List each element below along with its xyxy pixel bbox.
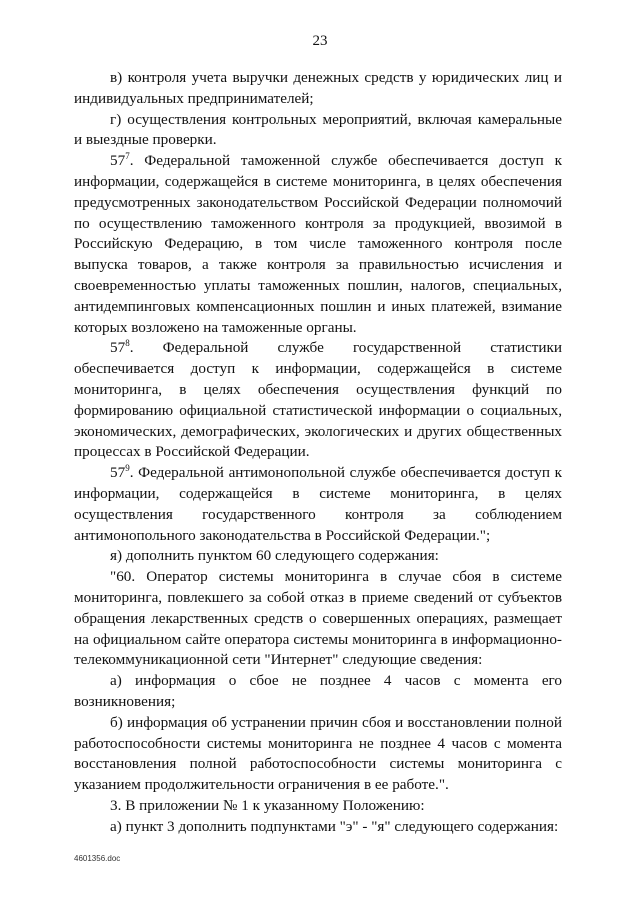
paragraph-text: я) дополнить пунктом 60 следующего содержания: bbox=[110, 547, 439, 565]
paragraph-text: а) информация о сбое не позднее 4 часов с момента его возникновения; bbox=[74, 672, 562, 710]
paragraph-text: 3. В приложении № 1 к указанному Положению: bbox=[110, 796, 425, 814]
paragraph-g bbox=[74, 110, 562, 152]
paragraph-number-sup: 8 bbox=[125, 338, 130, 349]
paragraph-60-b bbox=[74, 713, 562, 796]
document-body bbox=[74, 68, 562, 837]
page-number: 23 bbox=[312, 33, 328, 49]
paragraph-3 bbox=[74, 796, 562, 817]
paragraph-v bbox=[74, 68, 562, 110]
paragraph-text: . Федеральной антимонопольной службе обеспечивается доступ к информации, содержащейся в системе мониторинга, в целях осуществления государственного контроля за соблюдением антимонопольного законодательства в Российской Федерации."; bbox=[74, 464, 562, 544]
paragraph-number: 57 bbox=[110, 152, 126, 170]
paragraph-number-sup: 9 bbox=[125, 463, 130, 474]
paragraph-number: 57 bbox=[110, 464, 126, 482]
paragraph-number-sup: 7 bbox=[125, 151, 130, 162]
paragraph-ya bbox=[74, 546, 562, 567]
paragraph-3-a bbox=[74, 817, 562, 838]
paragraph-text: . Федеральной таможенной службе обеспечивается доступ к информации, содержащейся в системе мониторинга, в целях обеспечения предусмотренных законодательством Российской Федерации полномочий по осуществлению таможенного контроля за продукцией, ввозимой в Российскую Федерацию, в том числе таможенного контроля после выпуска товаров, а также контроля за правильностью исчисления и своевременностью уплаты таможенных пошлин, налогов, специальных, антидемпинговых компенсационных пошлин и иных платежей, взимание которых возложено на таможенные органы. bbox=[74, 152, 562, 336]
paragraph-60-a bbox=[74, 671, 562, 713]
paragraph-57-8 bbox=[74, 338, 562, 463]
paragraph-text: б) информация об устранении причин сбоя и восстановлении полной работоспособности системы мониторинга не позднее 4 часов с момента восстановления полной работоспособности системы мониторинга с указанием продолжительности ограничения в ее работе.". bbox=[74, 713, 562, 794]
paragraph-text: . Федеральной службе государственной статистики обеспечивается доступ к информации, содержащейся в системе мониторинга, в целях обеспечения осуществления функций по формированию официальной статистической информации о социальных, экономических, демографических, экологических и других общественных процессах в Российской Федерации. bbox=[74, 339, 562, 461]
paragraph-57-9 bbox=[74, 463, 562, 546]
paragraph-text: а) пункт 3 дополнить подпунктами "э" - "я" следующего содержания: bbox=[110, 817, 559, 835]
paragraph-number: 57 bbox=[110, 339, 126, 357]
paragraph-text: "60. Оператор системы мониторинга в случае сбоя в системе мониторинга, повлекшего за собой отказ в приеме сведений от субъектов обращения лекарственных средств о совершенных операциях, размещает на официальном сайте оператора системы мониторинга в информационно-телекоммуникационной сети "Интернет" следующие сведения: bbox=[74, 568, 562, 669]
paragraph-60 bbox=[74, 567, 562, 671]
paragraph-text: г) осуществления контрольных мероприятий, включая камеральные и выездные проверки. bbox=[74, 110, 562, 149]
paragraph-57-7 bbox=[74, 151, 562, 338]
paragraph-text: в) контроля учета выручки денежных средств у юридических лиц и индивидуальных предпринимателей; bbox=[74, 69, 562, 107]
document-filename: 4601356.doc bbox=[74, 854, 121, 863]
